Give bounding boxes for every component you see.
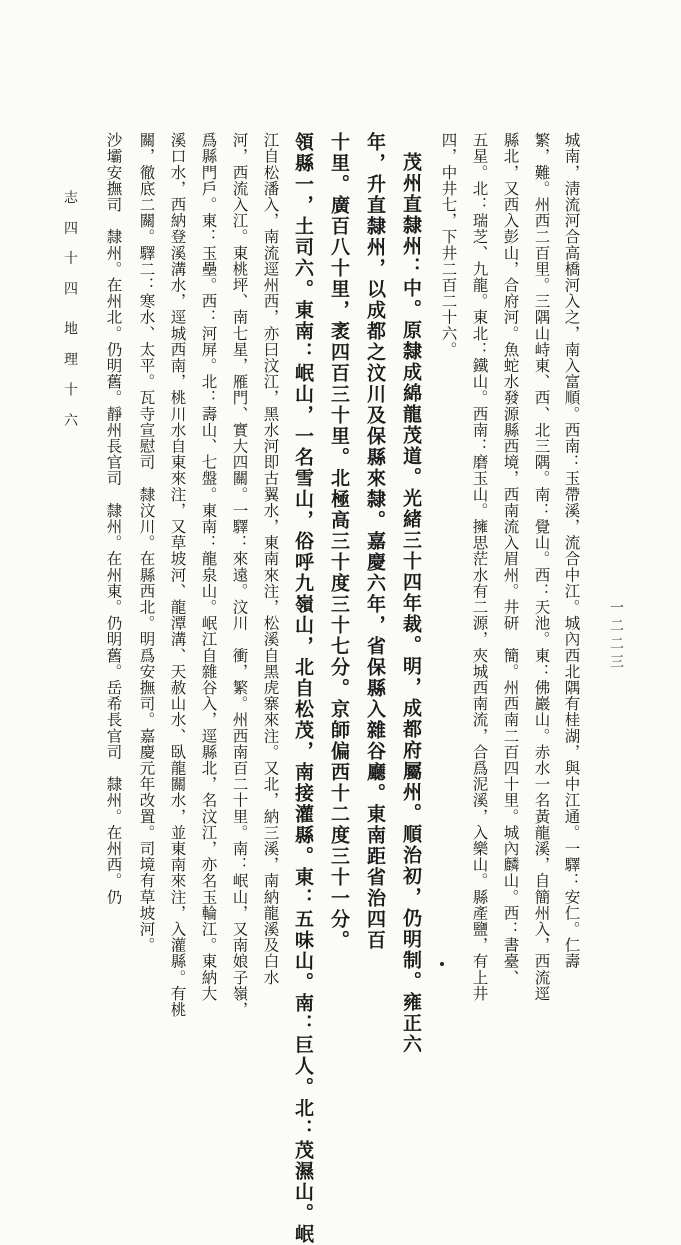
text-column-10: 江自松潘入，南流逕州西，亦曰汶江，黑水河即古翼水，東南來注，松溪自黑虎寨來注。又北，納三溪，南納龍溪及白水 bbox=[261, 132, 280, 986]
ink-speck bbox=[440, 962, 444, 966]
text-column-14: 關，徹底二關。驛二：寒水、太平。瓦寺宣慰司 隸汶川。在縣西北。明爲安撫司。嘉慶元年改置。司境有草坡河。 bbox=[137, 132, 156, 954]
text-column-15: 沙壩安撫司 隸州。在州北。仍明舊。靜州長官司 隸州。在州東。仍明舊。岳希長官司 隸州。在州西。仍 bbox=[104, 132, 123, 905]
text-column-3: 縣北，又西入彭山，合府河。魚蛇水發源縣西境，西南流入眉州。井研 簡。州西南二百四十里。城內麟山。西：書臺、 bbox=[501, 132, 520, 986]
running-title: 志 四 十 四 地 理 十 六 bbox=[62, 190, 78, 433]
text-column-8: 十里。廣百八十里，袤四百三十里。北極高三十度三十七分。京師偏西十二度三十一分。 bbox=[328, 132, 350, 951]
page-number: 一二二三 bbox=[608, 600, 624, 672]
text-column-4: 五星。北：瑞芝、九龍。東北：鐵山。西南：磨玉山。擁思茫水有二源，夾城西南流，合爲泥溪，入樂山。縣產鹽，有上井 bbox=[470, 132, 489, 1002]
text-column-9: 領縣一，土司六。東南：岷山，一名雪山，俗呼九嶺山，北自松茂，南接灌縣。東：五味山。南：巨人。北：茂濕山。岷 bbox=[292, 132, 314, 1245]
text-column-1: 城南，淸流河合高橋河入之，南入富順。西南：玉帶溪，流合中江。城內西北隅有桂湖，與中江通。一驛：安仁。仁壽 bbox=[562, 132, 581, 970]
text-column-12: 爲縣門戶。東：玉壘。西：河屏。北：壽山、七盤。東南：龍泉山。岷江自雜谷入，逕縣北，名汶江，亦名玉輪江。東納大 bbox=[199, 132, 218, 1002]
text-column-7: 年，升直隸州，以成都之汶川及保縣來隸。嘉慶六年，省保縣入雜谷廳。東南距省治四百 bbox=[364, 132, 386, 951]
text-column-5: 四，中井七，下井二百二十六。 bbox=[439, 132, 458, 358]
text-column-13: 溪口水，西納登溪溝水，逕城西南，桃川水自東來注，又草坡河、龍潭溝、天赦山水、臥龍關水，並東南來注，入灌縣。有桃 bbox=[168, 132, 187, 1018]
text-column-11: 河，西流入江。東桃坪、南七星，雁門、實大四關。一驛：來遠。汶川 衝，繁。州西南百二十里。南：岷山，又南娘子嶺， bbox=[230, 132, 249, 1018]
text-column-6: 茂州直隸州：中。原隸成綿龍茂道。光緒三十四年裁。明，成都府屬州。順治初，仍明制。雍正六 bbox=[400, 152, 422, 1055]
text-column-2: 繁，難。州西二百里。三隅山峙東、西、北三隅。南：覺山。西：天池。東：佛巖山。赤水一名黃龍溪，自簡州入，西流逕 bbox=[532, 132, 551, 1002]
